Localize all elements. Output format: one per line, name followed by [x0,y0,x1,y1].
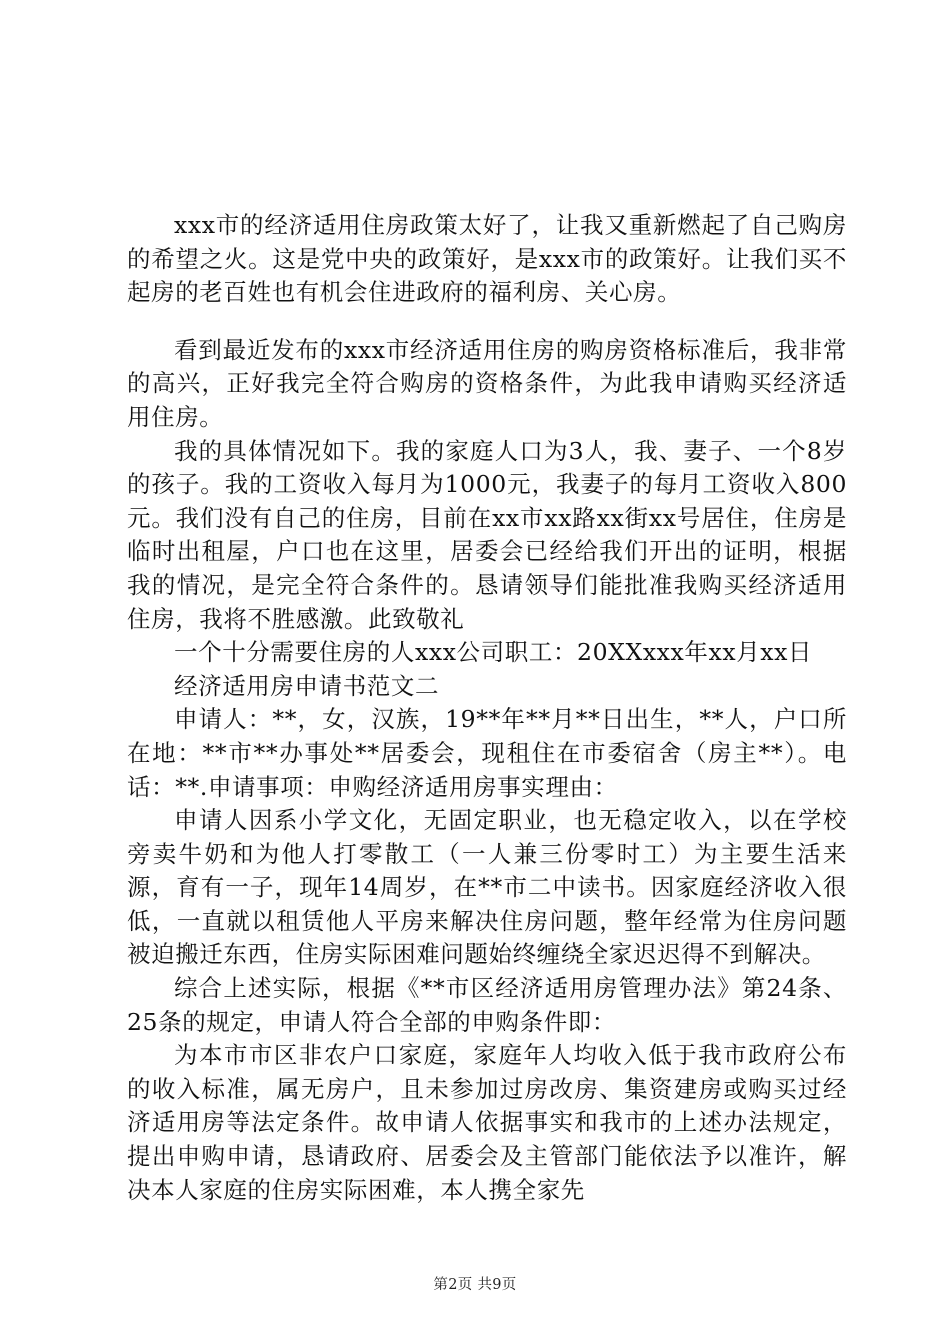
section-heading: 经济适用房申请书范文二 [174,671,440,700]
paragraph: 申请人因系小学文化，无固定职业，也无稳定收入，以在学校旁卖牛奶和为他人打零散工（一人兼三份零时工）为主要生活来源，育有一子，现年14周岁，在**市二中读书。因家庭经济收入很低，一直就以租赁他人平房来解决住房问题，整年经常为住房问题被迫搬迁东西，住房实际困难问题始终缠绕全家迟迟得不到解决。 [127,806,847,969]
page-footer: 第2页 共9页 [433,1277,517,1293]
paragraph: xxx市的经济适用住房政策太好了，让我又重新燃起了自己购房的希望之火。这是党中央的政策好，是xxx市的政策好。让我们买不起房的老百姓也有机会住进政府的福利房、关心房。 [127,211,847,307]
paragraph: 一个十分需要住房的人xxx公司职工：20XXxxx年xx月xx日 [174,638,813,667]
paragraph: 看到最近发布的xxx市经济适用住房的购房资格标准后，我非常的高兴，正好我完全符合购房的资格条件，为此我申请购买经济适用住房。 [127,335,847,431]
paragraph-gap [127,310,847,334]
paragraph: 我的具体情况如下。我的家庭人口为3人，我、妻子、一个8岁的孩子。我的工资收入每月为1000元，我妻子的每月工资收入800元。我们没有自己的住房，目前在xx市xx路xx街xx号居住，住房是临时出租屋，户口也在这里，居委会已经给我们开出的证明，根据我的情况，是完全符合条件的。恳请领导们能批准我购买经济适用住房，我将不胜感激。此致敬礼 [127,436,847,633]
paragraph: 申请人：**，女，汉族，19**年**月**日出生，**人，户口所在地：**市**办事处**居委会，现租住在市委宿舍（房主**）。电话：**.申请事项：申购经济适用房事实理由： [127,705,847,801]
document-body [127,209,847,1207]
paragraph: 综合上述实际，根据《**市区经济适用房管理办法》第24条、25条的规定，申请人符合全部的申购条件即： [127,974,847,1036]
paragraph: 为本市市区非农户口家庭，家庭年人均收入低于我市政府公布的收入标准，属无房户，且未参加过房改房、集资建房或购买过经济适用房等法定条件。故申请人依据事实和我市的上述办法规定，提出申购申请，恳请政府、居委会及主管部门能依法予以准许，解决本人家庭的住房实际困难，本人携全家先 [127,1041,847,1204]
